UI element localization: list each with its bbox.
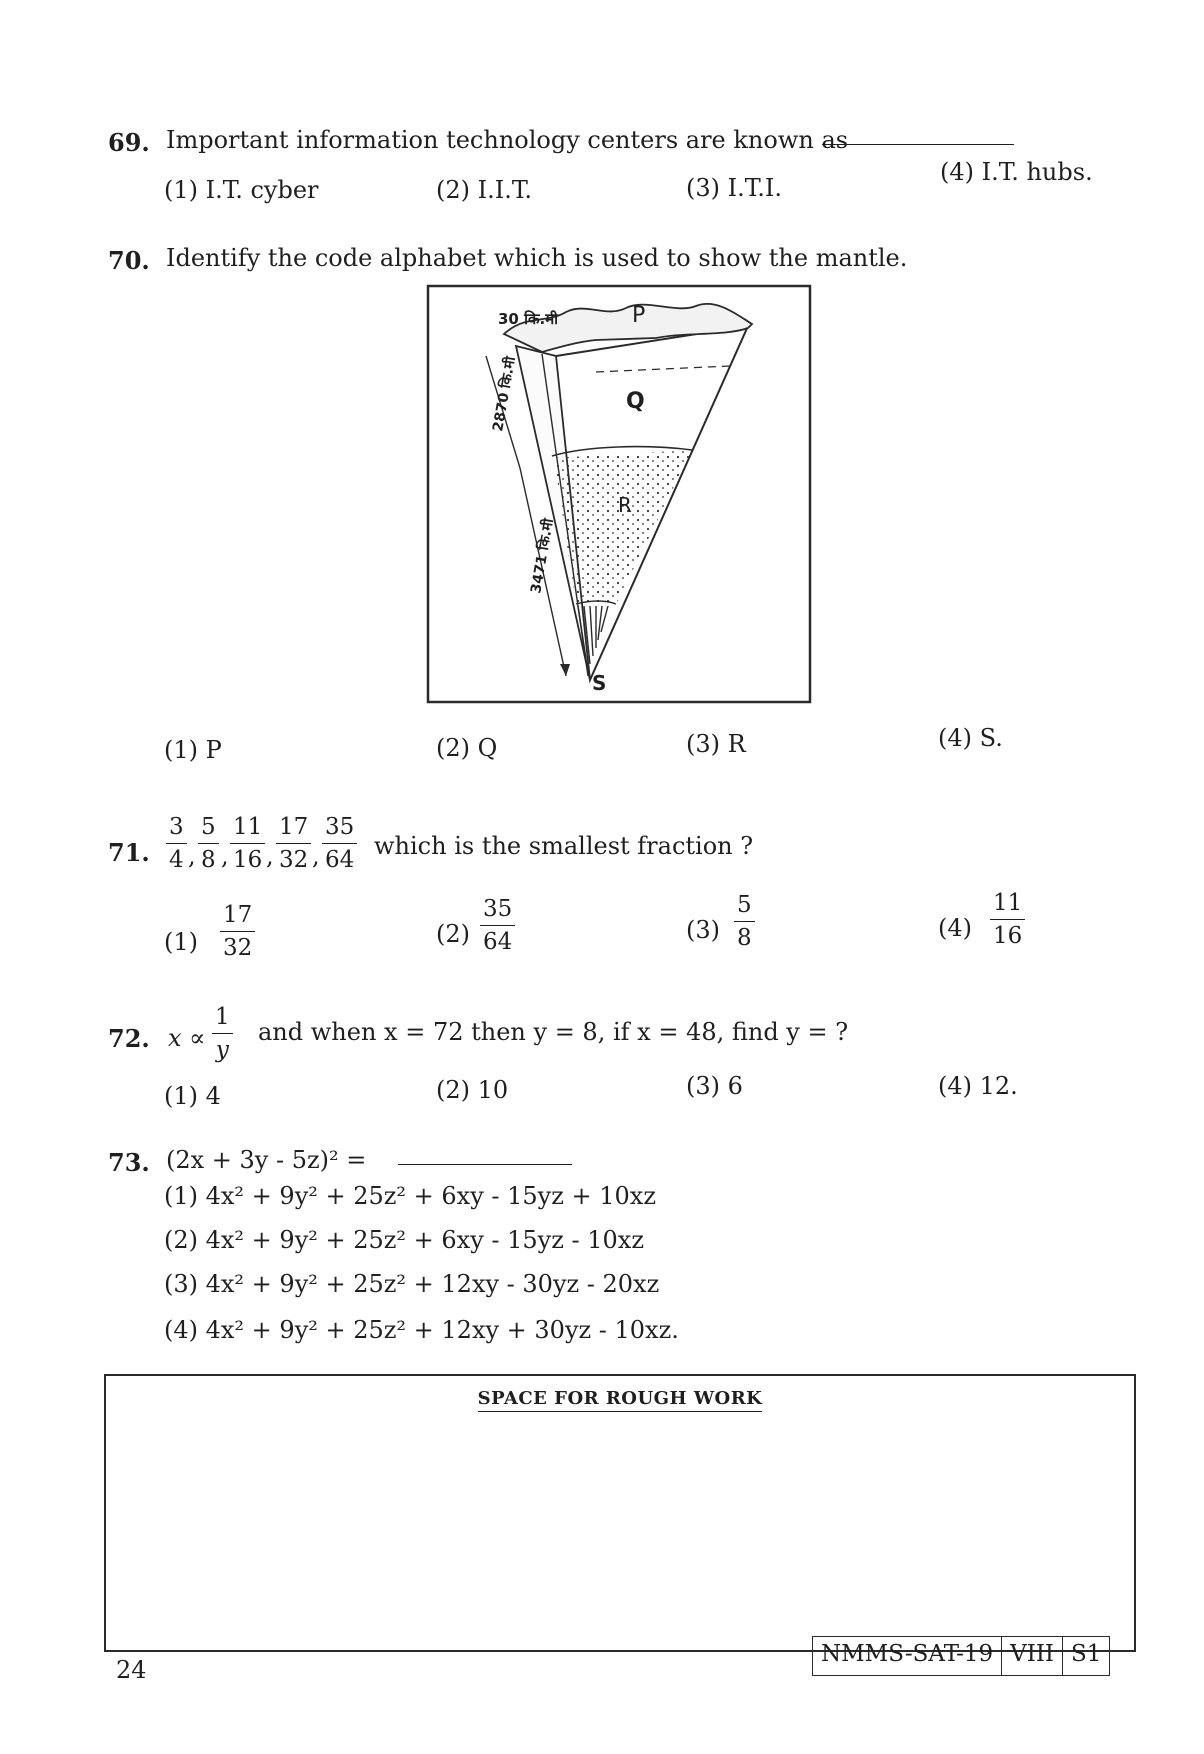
q71-fraction-1: $\frac{3}{4}$: [166, 814, 187, 874]
q73-blank: [398, 1164, 572, 1165]
label-depth-1: 30 कि.मी: [498, 310, 559, 328]
q70-option-4: (4) S.: [938, 724, 1003, 752]
label-p: P: [632, 303, 646, 328]
label-s: S: [592, 671, 607, 695]
comma: ,: [312, 842, 320, 870]
q73-option-4: (4) 4x² + 9y² + 25z² + 12xy + 30yz - 10xz.: [164, 1316, 679, 1344]
q71-number: 71.: [108, 838, 150, 867]
label-depth-3: 3471 कि.मी: [528, 517, 558, 595]
q73-option-3: (3) 4x² + 9y² + 25z² + 12xy - 30yz - 20xz: [164, 1270, 660, 1298]
code-exam: NMMS-SAT-19: [813, 1637, 1002, 1675]
label-depth-2: 2870 कि.मी: [490, 355, 520, 433]
q71-fraction-4: $\frac{17}{32}$: [276, 814, 311, 874]
q70-text: Identify the code alphabet which is used to show the mantle.: [166, 244, 908, 272]
q69-option-2: (2) I.I.T.: [436, 176, 532, 204]
q71-fraction-2: $\frac{5}{8}$: [198, 814, 219, 874]
comma: ,: [188, 842, 196, 870]
q71-option-1-label: (1): [164, 928, 198, 956]
q70-option-1: (1) P: [164, 736, 222, 764]
comma: ,: [221, 842, 229, 870]
q72-fraction: $\frac{1}{y}$: [212, 1004, 233, 1064]
q69-text: Important information technology centers are known as: [166, 126, 849, 154]
paper-code: [812, 1636, 1110, 1676]
q73-option-1: (1) 4x² + 9y² + 25z² + 6xy - 15yz + 10xz: [164, 1182, 656, 1210]
code-set: S1: [1071, 1641, 1102, 1667]
q71-option-4-fraction: $\frac{11}{16}$: [990, 890, 1025, 950]
q70-option-3: (3) R: [686, 730, 746, 758]
page-number: 24: [116, 1656, 147, 1684]
q69-blank: [822, 144, 1014, 145]
earth-layers-figure: [426, 284, 814, 706]
q72-text: and when x = 72 then y = 8, if x = 48, find y = ?: [258, 1018, 849, 1046]
label-q: Q: [626, 389, 645, 414]
q73-number: 73.: [108, 1148, 150, 1177]
q70-option-2: (2) Q: [436, 734, 498, 762]
code-class: VIII: [1002, 1637, 1063, 1675]
q71-option-1-fraction: $\frac{17}{32}$: [220, 902, 255, 962]
q71-option-2-fraction: $\frac{35}{64}$: [480, 896, 515, 956]
q71-option-3-label: (3): [686, 916, 720, 944]
rough-work-title: SPACE FOR ROUGH WORK: [478, 1388, 763, 1412]
q71-option-3-fraction: $\frac{5}{8}$: [734, 892, 755, 952]
comma: ,: [266, 842, 274, 870]
q72-option-4: (4) 12.: [938, 1072, 1018, 1100]
q71-option-2-label: (2): [436, 920, 470, 948]
q72-number: 72.: [108, 1024, 150, 1053]
q69-option-3: (3) I.T.I.: [686, 174, 782, 202]
label-r: R: [618, 493, 632, 517]
q71-fraction-5: $\frac{35}{64}$: [322, 814, 357, 874]
boundary-crust-mantle: [596, 366, 730, 372]
q71-option-4-label: (4): [938, 914, 972, 942]
q71-text: which is the smallest fraction ?: [374, 832, 754, 860]
outer-core-region: [554, 450, 692, 604]
rough-work-box: [104, 1374, 1136, 1652]
q73-text: (2x + 3y - 5z)² =: [166, 1146, 367, 1174]
q69-option-4: (4) I.T. hubs.: [940, 158, 1093, 186]
q69-number: 69.: [108, 128, 150, 157]
q71-fraction-3: $\frac{11}{16}$: [230, 814, 265, 874]
q73-option-2: (2) 4x² + 9y² + 25z² + 6xy - 15yz - 10xz: [164, 1226, 644, 1254]
q72-option-1: (1) 4: [164, 1082, 221, 1110]
q72-option-3: (3) 6: [686, 1072, 743, 1100]
q72-option-2: (2) 10: [436, 1076, 509, 1104]
q72-lhs: x ∝: [168, 1024, 206, 1052]
q69-option-1: (1) I.T. cyber: [164, 176, 319, 204]
q70-number: 70.: [108, 246, 150, 275]
